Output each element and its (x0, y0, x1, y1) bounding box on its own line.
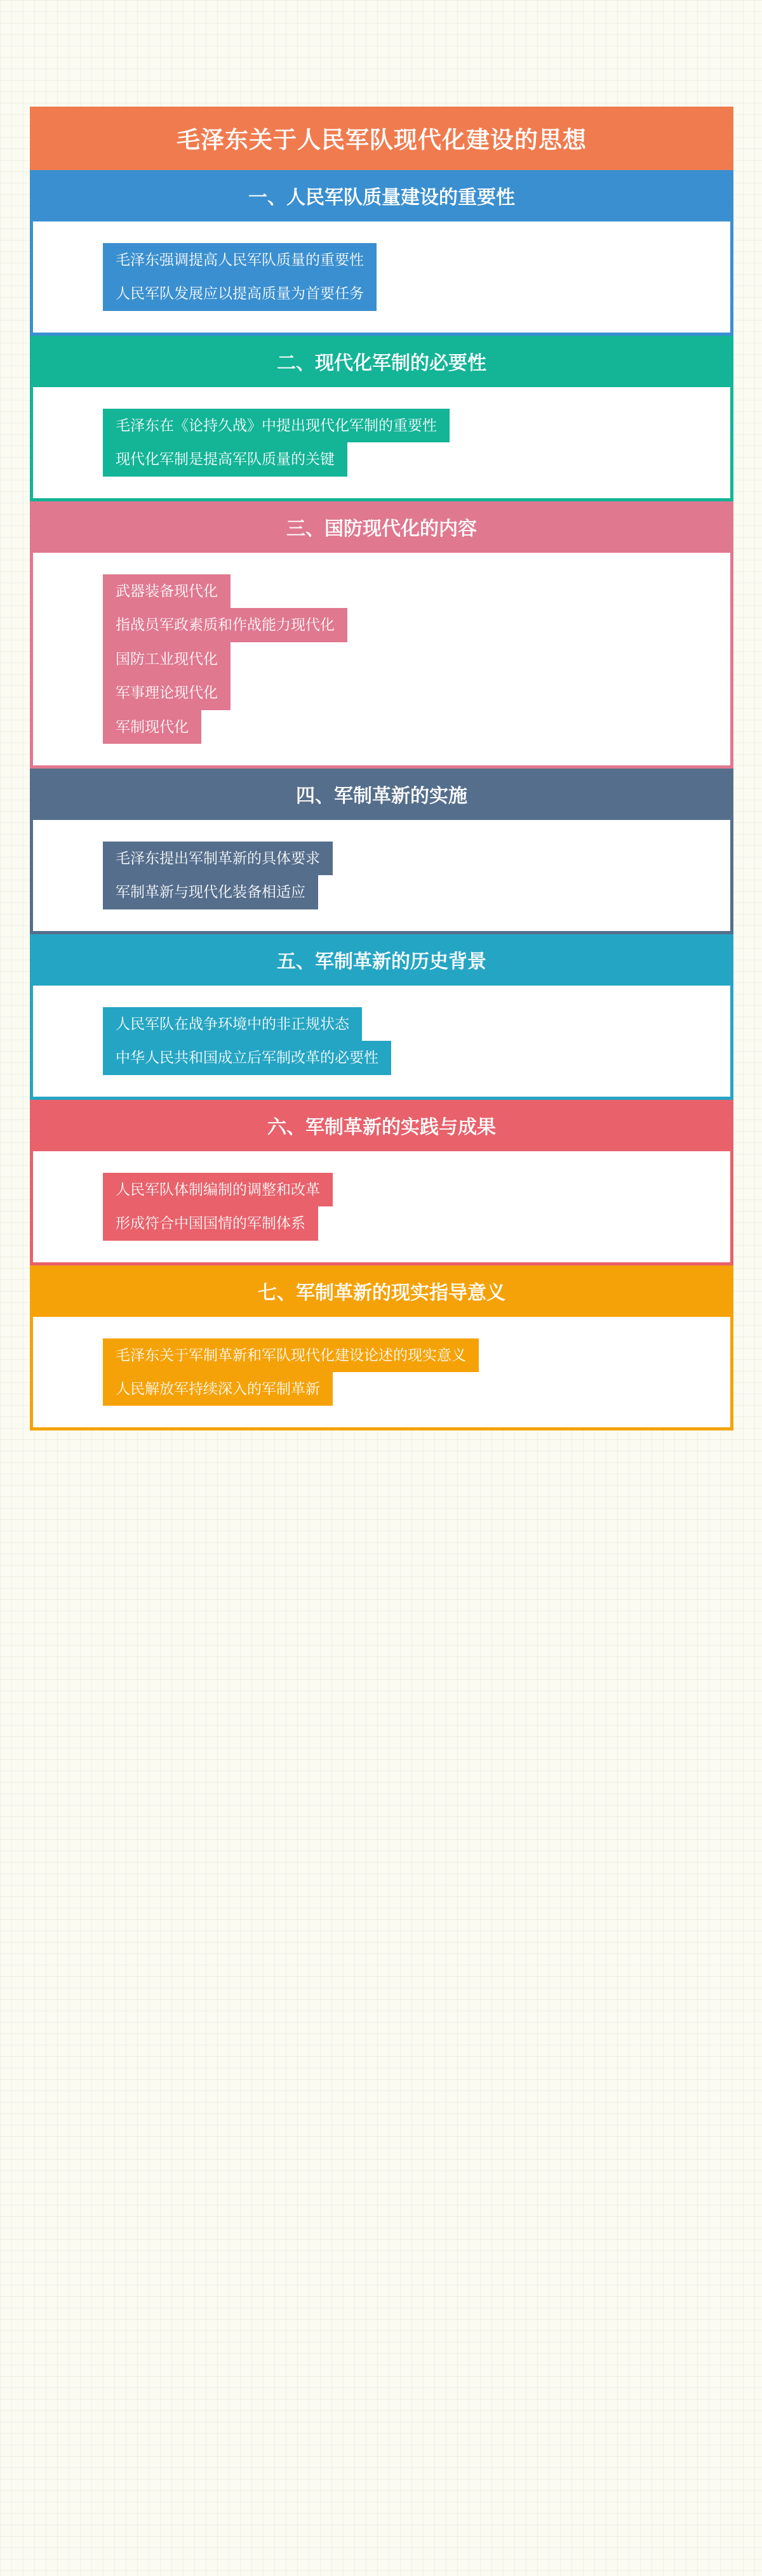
infographic-root (30, 107, 733, 1430)
list-item (33, 409, 730, 442)
section-3-item-1: 武器装备现代化 (103, 574, 231, 608)
section-3-body (33, 553, 730, 765)
list-item (33, 442, 730, 476)
section-3-item-3: 国防工业现代化 (103, 642, 231, 676)
section-2-item-1: 毛泽东在《论持久战》中提出现代化军制的重要性 (103, 409, 450, 442)
list-item (33, 243, 730, 277)
list-item (33, 1041, 730, 1074)
section-2-body (33, 387, 730, 498)
section-5-body (33, 986, 730, 1097)
section-3-item-4: 军事理论现代化 (103, 676, 231, 710)
section-6-item-1: 人民军队体制编制的调整和改革 (103, 1173, 333, 1206)
list-item (33, 608, 730, 642)
list-item (33, 277, 730, 310)
section-3-header: 三、国防现代化的内容 (33, 501, 730, 553)
section-4-header: 四、军制革新的实施 (33, 769, 730, 820)
section-5-header: 五、军制革新的历史背景 (33, 934, 730, 986)
section-1-item-2: 人民军队发展应以提高质量为首要任务 (103, 277, 377, 310)
section-7-item-2: 人民解放军持续深入的军制革新 (103, 1372, 333, 1406)
section-6-header: 六、军制革新的实践与成果 (33, 1100, 730, 1151)
section-1-body (33, 221, 730, 333)
section-1-header: 一、人民军队质量建设的重要性 (33, 170, 730, 221)
section-3-item-5: 军制现代化 (103, 710, 201, 744)
section-7-body (33, 1317, 730, 1428)
list-item (33, 1338, 730, 1372)
list-item (33, 710, 730, 744)
section-2-item-2: 现代化军制是提高军队质量的关键 (103, 442, 347, 476)
section-6 (30, 1100, 733, 1265)
section-2 (30, 336, 733, 501)
list-item (33, 676, 730, 710)
section-5 (30, 934, 733, 1100)
list-item (33, 1206, 730, 1240)
page-title: 毛泽东关于人民军队现代化建设的思想 (30, 107, 733, 170)
section-3-item-2: 指战员军政素质和作战能力现代化 (103, 608, 347, 642)
section-5-item-2: 中华人民共和国成立后军制改革的必要性 (103, 1041, 391, 1074)
section-7 (30, 1265, 733, 1431)
section-6-body (33, 1151, 730, 1262)
section-4-body (33, 820, 730, 931)
section-4-item-1: 毛泽东提出军制革新的具体要求 (103, 842, 333, 875)
list-item (33, 574, 730, 608)
list-item (33, 642, 730, 676)
list-item (33, 842, 730, 875)
section-7-header: 七、军制革新的现实指导意义 (33, 1265, 730, 1317)
list-item (33, 1372, 730, 1406)
section-1 (30, 170, 733, 336)
section-2-header: 二、现代化军制的必要性 (33, 336, 730, 387)
section-4 (30, 769, 733, 934)
section-7-item-1: 毛泽东关于军制革新和军队现代化建设论述的现实意义 (103, 1338, 479, 1372)
section-3 (30, 501, 733, 769)
section-1-item-1: 毛泽东强调提高人民军队质量的重要性 (103, 243, 377, 277)
list-item (33, 1007, 730, 1041)
section-6-item-2: 形成符合中国国情的军制体系 (103, 1206, 318, 1240)
list-item (33, 1173, 730, 1206)
section-5-item-1: 人民军队在战争环境中的非正规状态 (103, 1007, 362, 1041)
list-item (33, 875, 730, 909)
section-4-item-2: 军制革新与现代化装备相适应 (103, 875, 318, 909)
